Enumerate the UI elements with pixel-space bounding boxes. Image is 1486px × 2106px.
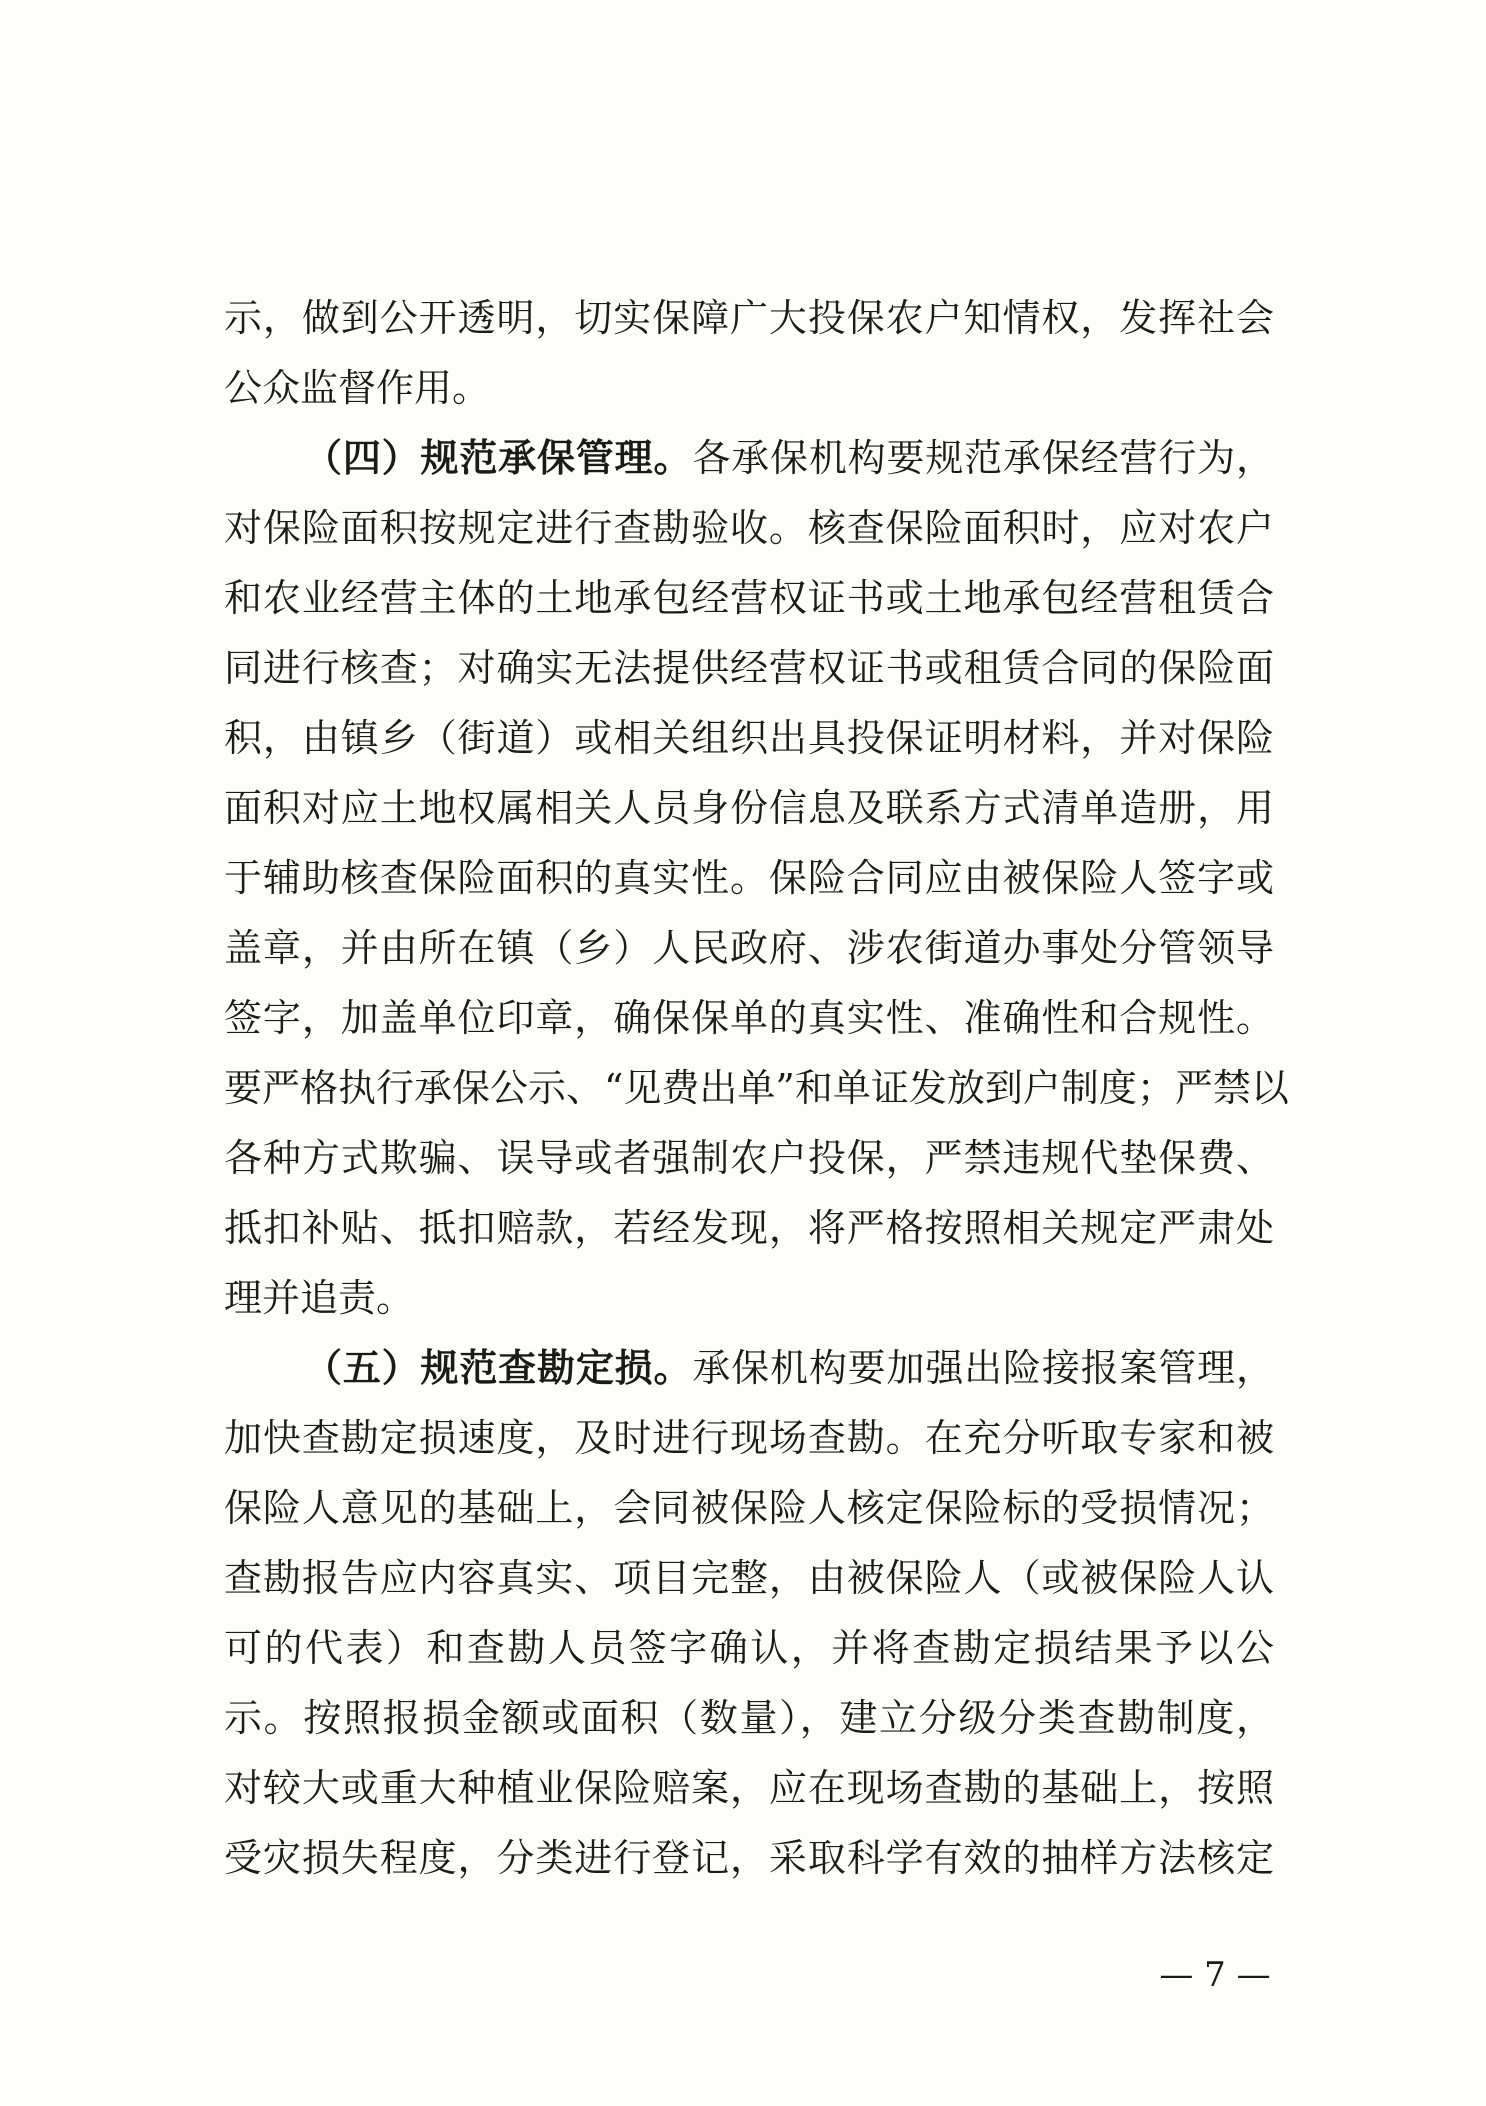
paragraph-first-line — [304, 1333, 1274, 1403]
text-line: 要严格执行承保公示、“见费出单”和单证发放到户制度；严禁以 — [224, 1066, 1289, 1110]
text-line: 查勘报告应内容真实、项目完整，由被保险人（或被保险人认 — [224, 1556, 1274, 1600]
text-line: 面积对应土地权属相关人员身份信息及联系方式清单造册，用 — [224, 786, 1274, 830]
section-heading: （四）规范承保管理。 — [304, 435, 693, 480]
text-line: 各种方式欺骗、误导或者强制农户投保，严禁违规代垫保费、 — [224, 1136, 1274, 1180]
text-line: 盖章，并由所在镇（乡）人民政府、涉农街道办事处分管领导 — [224, 926, 1274, 970]
text-line: 公众监督作用。 — [224, 366, 491, 410]
text-line: 示。按照报损金额或面积（数量），建立分级分类查勘制度， — [224, 1696, 1274, 1740]
text-line: 加快查勘定损速度，及时进行现场查勘。在充分听取专家和被 — [224, 1416, 1274, 1460]
text-line: 理并追责。 — [224, 1276, 415, 1320]
text-line: 保险人意见的基础上，会同被保险人核定保险标的受损情况； — [224, 1486, 1274, 1530]
text-line: 对较大或重大种植业保险赔案，应在现场查勘的基础上，按照 — [224, 1766, 1274, 1810]
text-span: 各承保机构要规范承保经营行为， — [692, 436, 1274, 480]
text-span: 承保机构要加强出险接报案管理， — [692, 1346, 1274, 1390]
section-heading: （五）规范查勘定损。 — [304, 1345, 693, 1390]
paragraph-first-line — [304, 423, 1274, 493]
text-line: 同进行核查；对确实无法提供经营权证书或租赁合同的保险面 — [224, 646, 1274, 690]
text-line: 示，做到公开透明，切实保障广大投保农户知情权，发挥社会 — [224, 296, 1274, 340]
text-line: 可的代表）和查勘人员签字确认，并将查勘定损结果予以公 — [224, 1626, 1274, 1670]
text-line: 对保险面积按规定进行查勘验收。核查保险面积时，应对农户 — [224, 506, 1274, 550]
page-number: — 7 — — [1159, 1955, 1271, 1995]
text-line: 抵扣补贴、抵扣赔款，若经发现，将严格按照相关规定严肃处 — [224, 1206, 1274, 1250]
text-line: 于辅助核查保险面积的真实性。保险合同应由被保险人签字或 — [224, 856, 1274, 900]
text-line: 受灾损失程度，分类进行登记，采取科学有效的抽样方法核定 — [224, 1836, 1274, 1880]
text-line: 签字，加盖单位印章，确保保单的真实性、准确性和合规性。 — [224, 996, 1274, 1040]
text-line: 和农业经营主体的土地承包经营权证书或土地承包经营租赁合 — [224, 576, 1274, 620]
text-line: 积，由镇乡（街道）或相关组织出具投保证明材料，并对保险 — [224, 716, 1274, 760]
